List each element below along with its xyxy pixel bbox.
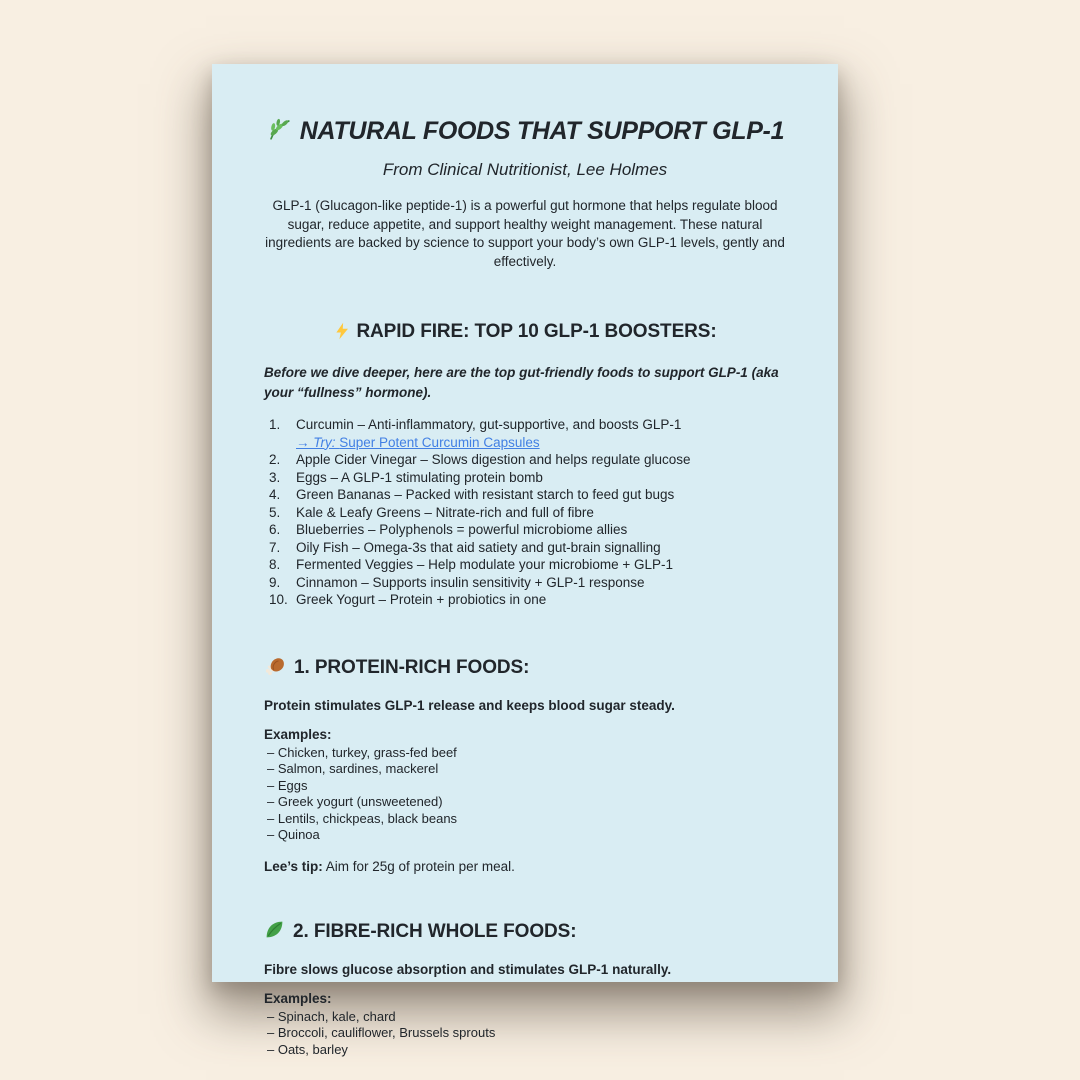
examples-label: Examples: [264,990,332,1006]
list-item [264,486,786,504]
document-page [212,64,838,1057]
list-item-number: 7. [269,539,281,555]
rapid-fire-heading [264,321,786,346]
section-protein-heading-text: 1. PROTEIN-RICH FOODS: [294,656,530,678]
list-item-text: Curcumin – Anti-inflammatory, gut-supportive, and boosts GLP-1 [296,417,682,433]
curcumin-capsules-link[interactable] [296,435,540,450]
list-item-number: 2. [269,452,281,468]
rapid-fire-lead: Before we dive deeper, here are the top gut-friendly foods to support GLP-1 (aka your “fullness” hormone). [264,365,779,401]
list-item [264,556,786,574]
list-item-number: 6. [269,522,281,538]
list-item [264,451,786,469]
list-item: – Quinoa [267,827,320,843]
section-fibre-lead: Fibre slows glucose absorption and stimulates GLP-1 naturally. [264,961,672,977]
section-protein-heading [264,654,786,682]
list-item [264,521,786,539]
drumstick-icon [264,654,286,682]
section-protein [264,654,786,874]
list-item-number: 9. [269,574,281,590]
intro-paragraph: GLP-1 (Glucagon-like peptide-1) is a powerful gut hormone that helps regulate blood sugar, reduce appetite, and support healthy weight management. These natural ingredients are backed by science to support your body’s own GLP-1 levels, gently and effectively. [265,198,785,269]
list-item: – Eggs [267,777,308,793]
link-prefix: → Try: [296,434,340,450]
leaf-icon [264,919,285,946]
list-item-first [264,416,786,434]
list-item [264,504,786,522]
list-item: – Oats, barley [267,1041,348,1057]
list-item-number: 5. [269,504,281,520]
list-item [264,574,786,592]
list-item-text: Kale & Leafy Greens – Nitrate-rich and full of fibre [296,504,594,520]
top10-list-rest [264,451,786,609]
list-item-text: Blueberries – Polyphenols = powerful microbiome allies [296,522,628,538]
section-fibre [264,919,786,1059]
list-item-number: 1. [269,417,281,433]
herb-icon [266,116,293,150]
page-subtitle: From Clinical Nutritionist, Lee Holmes [382,160,668,179]
page-title [264,116,786,150]
list-item: – Broccoli, cauliflower, Brussels sprouts [267,1025,496,1041]
link-label: Super Potent Curcumin Capsules [339,434,540,450]
page-title-text: NATURAL FOODS THAT SUPPORT GLP-1 [299,117,785,145]
section-fibre-heading [264,919,786,946]
lightning-icon [333,322,351,346]
list-item: – Spinach, kale, chard [267,1008,396,1024]
list-item-text: Apple Cider Vinegar – Slows digestion and helps regulate glucose [296,452,691,468]
fibre-examples-list [264,1009,786,1059]
top10-list [264,416,786,609]
list-item: – Chicken, turkey, grass-fed beef [267,744,457,760]
list-item [264,591,786,609]
list-item-number: 4. [269,487,281,503]
section-fibre-heading-text: 2. FIBRE-RICH WHOLE FOODS: [293,921,577,943]
list-item: – Salmon, sardines, mackerel [267,761,439,777]
protein-examples-list [264,745,786,844]
list-item-text: Green Bananas – Packed with resistant starch to feed gut bugs [296,487,675,503]
section-protein-lead: Protein stimulates GLP-1 release and keeps blood sugar steady. [264,697,675,713]
list-item [264,539,786,557]
examples-label: Examples: [264,726,332,742]
list-item-text: Eggs – A GLP-1 stimulating protein bomb [296,469,543,485]
list-item-number: 8. [269,557,281,573]
lees-tip [264,859,786,874]
list-item-text: Fermented Veggies – Help modulate your microbiome + GLP-1 [296,557,674,573]
list-item: – Lentils, chickpeas, black beans [267,810,458,826]
curcumin-link-line [296,434,786,452]
tip-label: Lee’s tip: [264,858,323,874]
list-item-number: 3. [269,469,281,485]
list-item [264,469,786,487]
list-item-text: Oily Fish – Omega-3s that aid satiety and gut-brain signalling [296,539,661,555]
list-item: – Greek yogurt (unsweetened) [267,794,443,810]
list-item-number: 10. [269,592,288,608]
list-item-text: Greek Yogurt – Protein + probiotics in one [296,592,547,608]
rapid-fire-heading-text: RAPID FIRE: TOP 10 GLP-1 BOOSTERS: [356,321,717,343]
list-item-text: Cinnamon – Supports insulin sensitivity + GLP-1 response [296,574,645,590]
tip-text: Aim for 25g of protein per meal. [322,858,515,874]
